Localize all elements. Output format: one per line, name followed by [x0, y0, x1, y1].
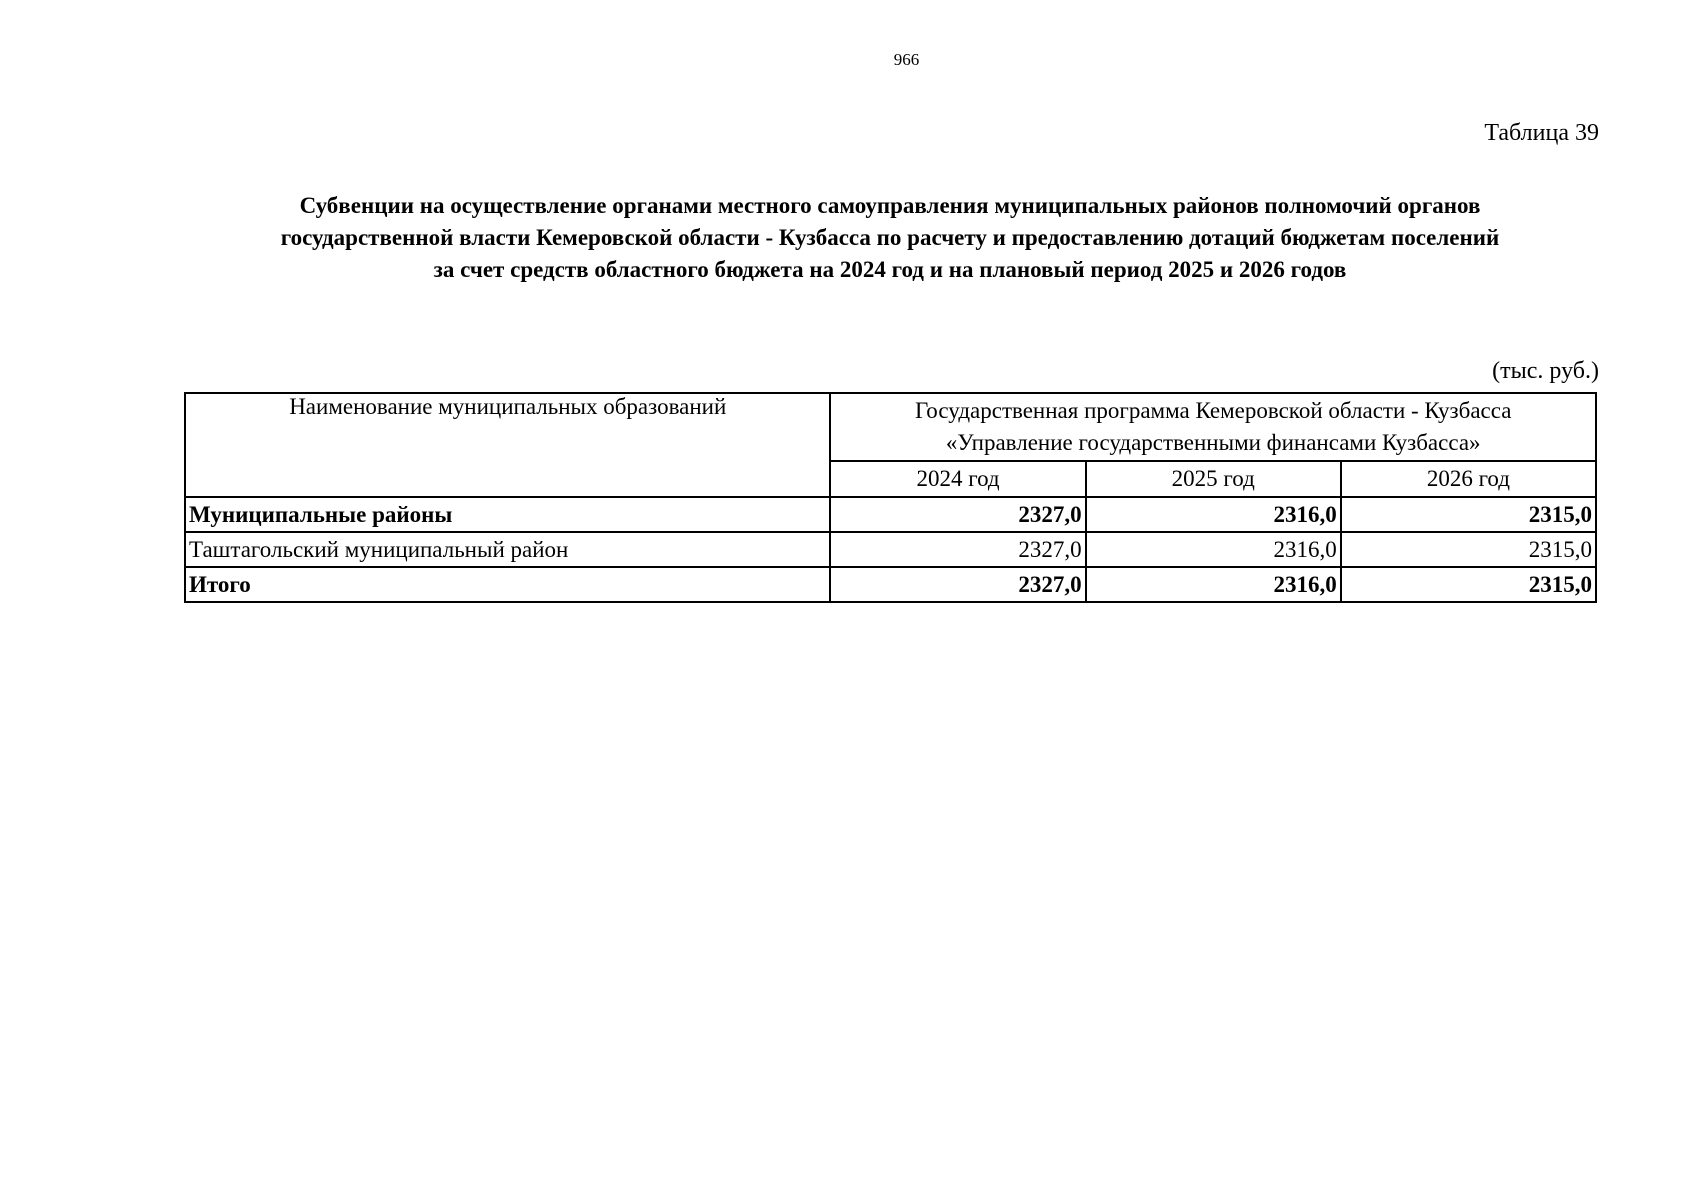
row-name: Итого — [185, 567, 830, 602]
row-value-2026: 2315,0 — [1341, 532, 1596, 567]
title-line: государственной власти Кемеровской области - Кузбасса по расчету и предоставлению дотаций бюджетам поселений — [280, 225, 1500, 250]
title-line: Субвенции на осуществление органами местного самоуправления муниципальных районов полномочий органов — [299, 193, 1481, 218]
table-row-total — [185, 567, 1596, 602]
table-row — [185, 532, 1596, 567]
header-program-line: Государственная программа Кемеровской области - Кузбасса — [915, 398, 1512, 423]
subsidies-table — [184, 392, 1597, 603]
units-label: (тыс. руб.) — [1492, 358, 1599, 384]
row-value-2024: 2327,0 — [830, 532, 1085, 567]
header-year-2025: 2025 год — [1086, 461, 1341, 497]
document-title — [180, 190, 1600, 286]
table-label: Таблица 39 — [1484, 120, 1599, 146]
page-number: 966 — [893, 50, 920, 69]
row-value-2024: 2327,0 — [830, 497, 1085, 532]
row-value-2024: 2327,0 — [830, 567, 1085, 602]
row-value-2025: 2316,0 — [1086, 532, 1341, 567]
row-name: Муниципальные районы — [185, 497, 830, 532]
title-line: за счет средств областного бюджета на 2024 год и на плановый период 2025 и 2026 годов — [433, 257, 1347, 282]
header-municipality-name: Наименование муниципальных образований — [185, 393, 830, 497]
table-header-row — [185, 393, 1596, 461]
header-program — [830, 393, 1596, 461]
header-year-2024: 2024 год — [830, 461, 1085, 497]
row-value-2025: 2316,0 — [1086, 497, 1341, 532]
row-value-2025: 2316,0 — [1086, 567, 1341, 602]
row-value-2026: 2315,0 — [1341, 567, 1596, 602]
row-name: Таштагольский муниципальный район — [185, 532, 830, 567]
table-row — [185, 497, 1596, 532]
row-value-2026: 2315,0 — [1341, 497, 1596, 532]
header-year-2026: 2026 год — [1341, 461, 1596, 497]
header-program-line: «Управление государственными финансами Кузбасса» — [945, 430, 1481, 455]
